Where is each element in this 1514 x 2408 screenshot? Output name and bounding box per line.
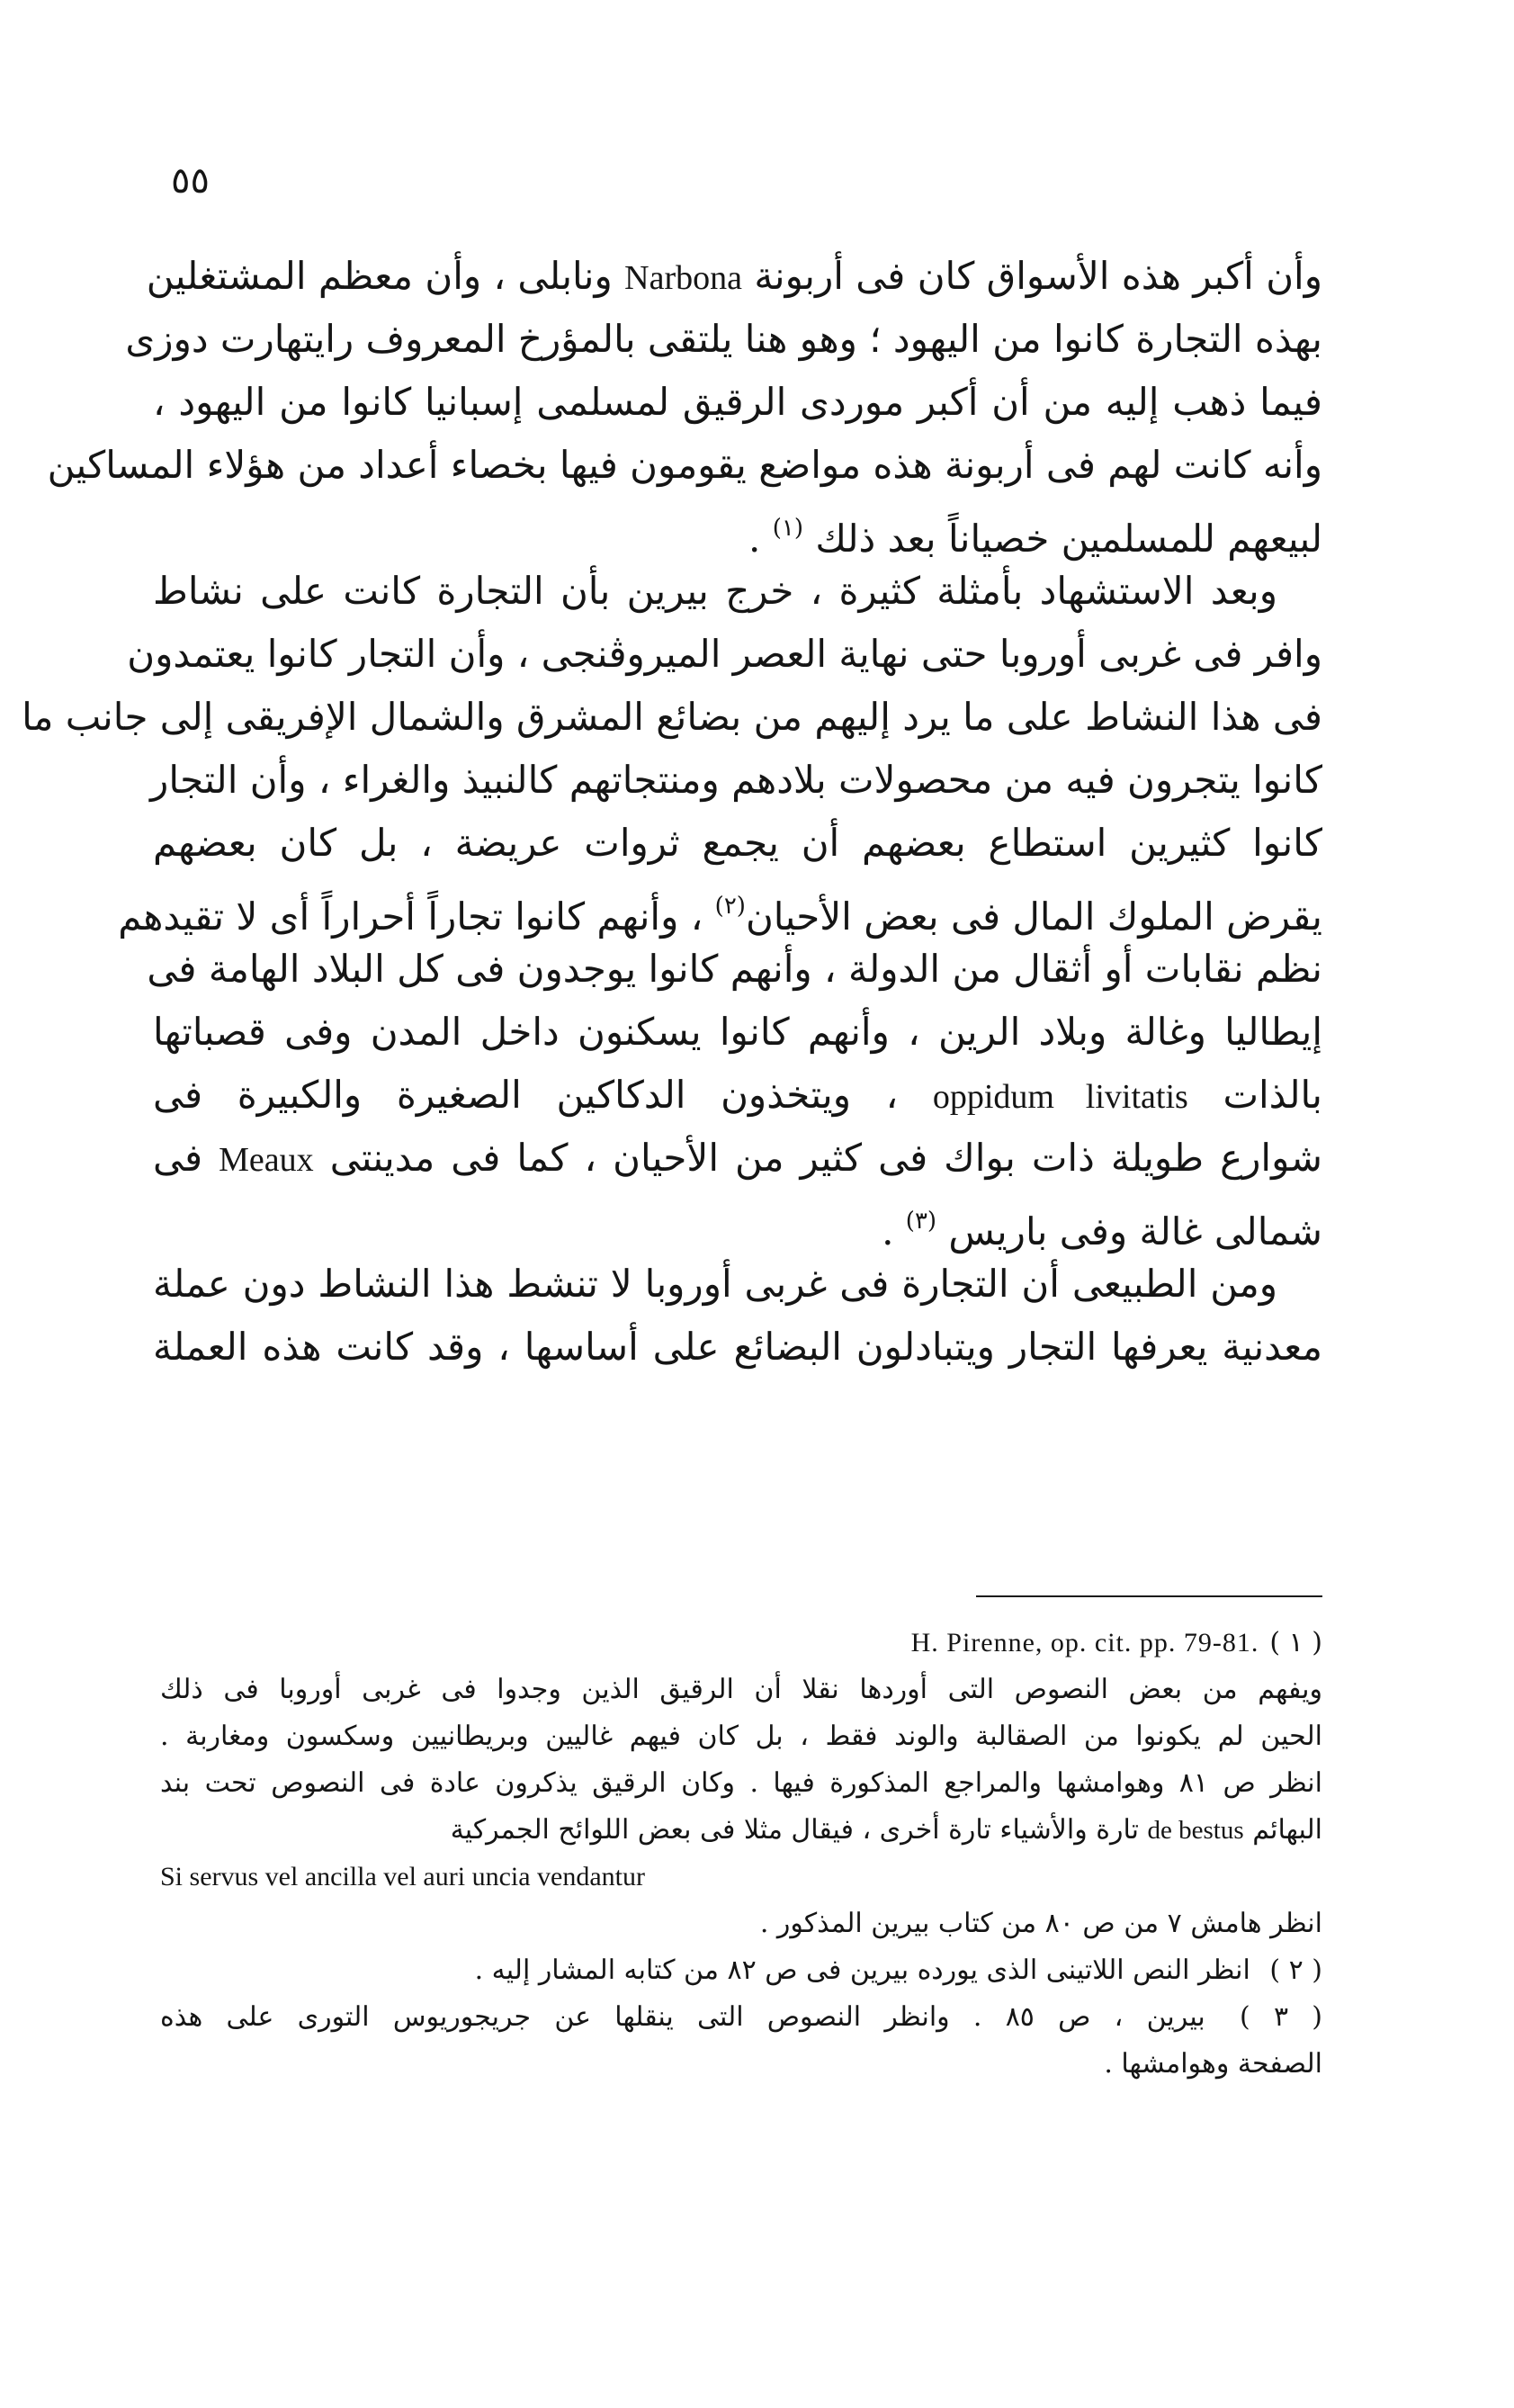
footnote-line — [160, 1807, 1322, 1854]
text-line — [153, 497, 1322, 560]
text-run: ونابلى ، وأن معظم المشتغلين — [146, 254, 613, 298]
footnote-3 — [160, 1994, 1322, 2088]
footnote-line — [160, 1994, 1322, 2041]
text-line: كانوا كثيرين استطاع بعضهم أن يجمع ثروات عريضة ، بل كان بعضهم — [153, 821, 1322, 865]
main-text — [22, 245, 1322, 1379]
footnote-citation: H. Pirenne, op. cit. pp. 79-81. — [910, 1628, 1259, 1658]
text-run: شوارع طويلة ذات بواك فى كثير من الأحيان ، كما فى مدينتى — [329, 1136, 1322, 1180]
text-line: معدنية يعرفها التجار ويتبادلون البضائع على أساسها ، وقد كانت هذه العملة — [153, 1325, 1322, 1369]
footnote-marker[interactable]: (٣) — [905, 1208, 937, 1235]
text-run: ، ويتخذون الدكاكين الصغيرة والكبيرة فى — [153, 1073, 899, 1117]
text-line: نظم نقابات أو أثقال من الدولة ، وأنهم كانوا يوجدون فى كل البلاد الهامة فى — [147, 947, 1322, 991]
text-run: لبيعهم للمسلمين خصياناً بعد ذلك — [815, 517, 1322, 561]
footnote-line: الصفحة وهوامشها . — [1104, 2048, 1322, 2080]
text-line: وأنه كانت لهم فى أربونة هذه مواضع يقومون فيها بخصاء أعداد من هؤلاء المساكين — [47, 443, 1322, 487]
text-line: وافر فى غربى أوروبا حتى نهاية العصر الميروڤنجى ، وأن التجار كانوا يعتمدون — [127, 632, 1322, 676]
footnote-line: انظر ص ٨١ وهوامشها والمراجع المذكورة فيها . وكان الرقيق يذكرون عادة فى النصوص تحت بند — [160, 1767, 1322, 1799]
footnote-marker[interactable]: (٢) — [714, 893, 746, 920]
footnote-line: ويفهم من بعض النصوص التى أوردها نقلا أن الرقيق الذين وجدوا فى غربى أوروبا فى ذلك — [160, 1674, 1322, 1705]
text-run: وأن أكبر هذه الأسواق كان فى أربونة — [754, 254, 1322, 298]
footnote-citation-line — [160, 1620, 1322, 1667]
text-line: إيطاليا وغالة وبلاد الرين ، وأنهم كانوا يسكنون داخل المدن وفى قصباتها — [153, 1010, 1322, 1054]
latin-term: Narbona — [624, 259, 742, 297]
text-line — [146, 245, 1322, 308]
text-run: شمالى غالة وفى باريس — [948, 1209, 1322, 1253]
footnotes — [160, 1620, 1322, 2088]
latin-term: oppidum livitatis — [932, 1078, 1188, 1116]
footnote-number: ( ٢ ) — [1269, 1954, 1322, 1986]
latin-term: de bestus — [1147, 1816, 1244, 1845]
text-run: البهائم — [1252, 1814, 1322, 1846]
text-run: تارة والأشياء تارة أخرى ، فيقال مثلا فى بعض اللوائح الجمركية — [450, 1814, 1139, 1846]
page-number: ٥٥ — [171, 160, 210, 202]
text-line — [153, 1127, 1322, 1190]
text-run: بيرين ، ص ٨٥ . وانظر النصوص التى ينقلها عن جريجوريوس التورى على هذه — [160, 2001, 1205, 2033]
paragraph-1 — [47, 245, 1322, 561]
paragraph-3 — [153, 1253, 1322, 1379]
text-line: وبعد الاستشهاد بأمثلة كثيرة ، خرج بيرين بأن التجارة كانت على نشاط — [153, 569, 1277, 613]
latin-quote: Si servus vel ancilla vel auri uncia vendantur — [160, 1862, 645, 1891]
footnote-line: انظر هامش ٧ من ص ٨٠ من كتاب بيرين المذكور . — [759, 1908, 1322, 1939]
footnote-marker[interactable]: (١) — [772, 515, 803, 542]
text-run: يقرض الملوك المال فى بعض الأحيان — [745, 894, 1322, 939]
text-line: ومن الطبيعى أن التجارة فى غربى أوروبا لا تنشط هذا النشاط دون عملة — [153, 1262, 1277, 1306]
text-line — [153, 1190, 1322, 1253]
text-run: ، وأنهم كانوا تجاراً أحراراً أى لا تقيدهم — [118, 894, 703, 939]
paragraph-2 — [22, 560, 1322, 1253]
text-line: بهذه التجارة كانوا من اليهود ؛ وهو هنا يلتقى بالمؤرخ المعروف رايتهارت دوزى — [125, 317, 1322, 361]
text-line: كانوا يتجرون فيه من محصولات بلادهم ومنتجاتهم كالنبيذ والغراء ، وأن التجار — [150, 758, 1322, 802]
footnote-number: ( ١ ) — [1269, 1627, 1322, 1658]
latin-term: Meaux — [219, 1141, 314, 1179]
footnote-line — [160, 1947, 1322, 1994]
text-run: بالذات — [1223, 1073, 1322, 1117]
text-run: . — [882, 1209, 894, 1253]
text-run: . — [748, 517, 761, 561]
text-run: فى — [153, 1136, 203, 1180]
footnote-divider — [976, 1595, 1322, 1597]
text-line: فى هذا النشاط على ما يرد إليهم من بضائع المشرق والشمال الإفريقى إلى جانب ما — [22, 695, 1322, 739]
footnote-1 — [160, 1620, 1322, 1947]
text-line: فيما ذهب إليه من أن أكبر موردى الرقيق لمسلمى إسبانيا كانوا من اليهود ، — [153, 380, 1322, 424]
text-run: انظر النص اللاتينى الذى يورده بيرين فى ص ٨٢ من كتابه المشار إليه . — [474, 1954, 1250, 1986]
footnote-number: ( ٣ ) — [1239, 2001, 1323, 2033]
footnote-2 — [160, 1947, 1322, 1994]
text-line — [118, 875, 1322, 939]
text-line — [153, 1064, 1322, 1127]
footnote-line: الحين لم يكونوا من الصقالبة والوند فقط ، بل كان فيهم غاليين وبريطانيين وسكسون ومغاربة . — [160, 1721, 1322, 1752]
